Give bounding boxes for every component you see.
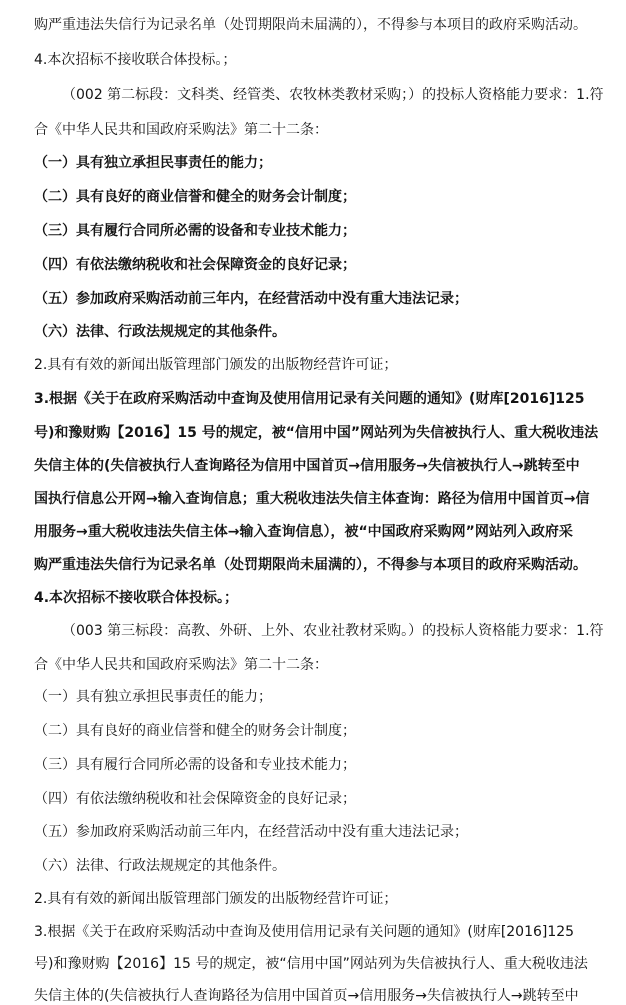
text-line: 国执行信息公开网→输入查询信息；重大税收违法失信主体查询：路径为信用中国首页→信: [34, 491, 590, 507]
text-line: 号)和豫财购【2016】15 号的规定，被“信用中国”网站列为失信被执行人、重大税收违法: [34, 425, 599, 441]
text-line: （002 第二标段：文科类、经管类、农牧林类教材采购；）的投标人资格能力要求：1.符: [62, 87, 604, 103]
text-line: 4.本次招标不接收联合体投标。；: [34, 590, 239, 606]
text-line: （五）参加政府采购活动前三年内，在经营活动中没有重大违法记录；: [34, 824, 468, 840]
text-line: （五）参加政府采购活动前三年内，在经营活动中没有重大违法记录；: [34, 291, 468, 307]
text-line: 购严重违法失信行为记录名单（处罚期限尚未届满的），不得参与本项目的政府采购活动。: [34, 557, 587, 573]
text-line: （三）具有履行合同所必需的设备和专业技术能力；: [34, 223, 356, 239]
text-line: （二）具有良好的商业信誉和健全的财务会计制度；: [34, 723, 356, 739]
text-line: 2.具有有效的新闻出版管理部门颁发的出版物经营许可证；: [34, 891, 398, 907]
text-line: 合《中华人民共和国政府采购法》第二十二条：: [34, 122, 328, 138]
text-line: 3.根据《关于在政府采购活动中查询及使用信用记录有关问题的通知》(财库[2016]125: [34, 924, 575, 940]
text-line: （二）具有良好的商业信誉和健全的财务会计制度；: [34, 189, 356, 205]
text-line: （一）具有独立承担民事责任的能力；: [34, 689, 272, 705]
text-line: 2.具有有效的新闻出版管理部门颁发的出版物经营许可证；: [34, 357, 398, 373]
text-line: （一）具有独立承担民事责任的能力；: [34, 155, 272, 171]
text-line: 购严重违法失信行为记录名单（处罚期限尚未届满的），不得参与本项目的政府采购活动。: [34, 17, 587, 33]
text-line: 号)和豫财购【2016】15 号的规定，被“信用中国”网站列为失信被执行人、重大税收违法: [34, 956, 588, 972]
text-line: 失信主体的(失信被执行人查询路径为信用中国首页→信用服务→失信被执行人→跳转至中: [34, 988, 579, 1004]
text-line: （四）有依法缴纳税收和社会保障资金的良好记录；: [34, 791, 356, 807]
text-line: （六）法律、行政法规规定的其他条件。: [34, 858, 286, 874]
text-line: （四）有依法缴纳税收和社会保障资金的良好记录；: [34, 257, 356, 273]
text-line: 失信主体的(失信被执行人查询路径为信用中国首页→信用服务→失信被执行人→跳转至中: [34, 458, 580, 474]
text-line: （三）具有履行合同所必需的设备和专业技术能力；: [34, 757, 356, 773]
text-line: （六）法律、行政法规规定的其他条件。: [34, 324, 286, 340]
text-line: 4.本次招标不接收联合体投标。；: [34, 52, 237, 68]
text-line: （003 第三标段：高教、外研、上外、农业社教材采购。）的投标人资格能力要求：1.符: [62, 623, 604, 639]
text-line: 3.根据《关于在政府采购活动中查询及使用信用记录有关问题的通知》(财库[2016]125: [34, 391, 585, 407]
text-line: 用服务→重大税收违法失信主体→输入查询信息），被“中国政府采购网”网站列入政府采: [34, 524, 573, 540]
text-line: 合《中华人民共和国政府采购法》第二十二条：: [34, 657, 328, 673]
